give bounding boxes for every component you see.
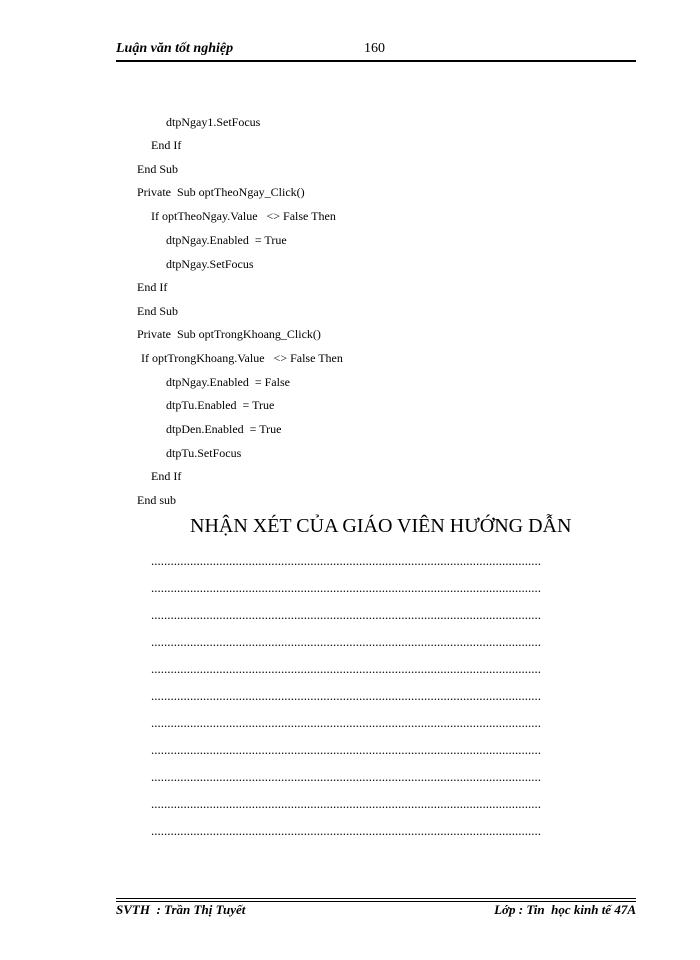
section-heading: NHẬN XÉT CỦA GIÁO VIÊN HƯỚNG DẪN bbox=[190, 515, 572, 537]
dotted-line: ........................................................................................................................ bbox=[151, 661, 541, 676]
dotted-line: ........................................................................................................................ bbox=[151, 769, 541, 784]
code-line: End If bbox=[151, 138, 182, 152]
code-line: dtpNgay.Enabled = True bbox=[166, 233, 287, 247]
code-line: End If bbox=[137, 280, 168, 294]
footer-class: Lớp : Tin học kinh tế 47A bbox=[494, 902, 636, 917]
code-line: End Sub bbox=[137, 304, 179, 318]
dotted-line: ........................................................................................................................ bbox=[151, 715, 541, 730]
code-line: Private Sub optTrongKhoang_Click() bbox=[137, 327, 321, 341]
header-title: Luận văn tốt nghiệp bbox=[116, 41, 234, 56]
code-line: dtpTu.SetFocus bbox=[166, 446, 242, 460]
comment-lines bbox=[151, 551, 621, 848]
code-line: dtpNgay.SetFocus bbox=[166, 257, 254, 271]
page-number: 160 bbox=[364, 41, 385, 56]
code-line: End Sub bbox=[137, 162, 179, 176]
footer-student: SVTH : Trần Thị Tuyết bbox=[116, 902, 246, 917]
page-footer bbox=[116, 902, 636, 922]
dotted-line: ........................................................................................................................ bbox=[151, 580, 541, 595]
code-line: dtpNgay.Enabled = False bbox=[166, 375, 290, 389]
code-line: Private Sub optTheoNgay_Click() bbox=[137, 185, 305, 199]
dotted-line: ........................................................................................................................ bbox=[151, 688, 541, 703]
dotted-line: ........................................................................................................................ bbox=[151, 634, 541, 649]
code-line: End If bbox=[151, 469, 182, 483]
code-line: If optTrongKhoang.Value <> False Then bbox=[141, 351, 343, 365]
dotted-line: ........................................................................................................................ bbox=[151, 607, 541, 622]
code-line: dtpNgay1.SetFocus bbox=[166, 115, 261, 129]
dotted-line: ........................................................................................................................ bbox=[151, 553, 541, 568]
dotted-line: ........................................................................................................................ bbox=[151, 796, 541, 811]
dotted-line: ........................................................................................................................ bbox=[151, 742, 541, 757]
code-line: dtpDen.Enabled = True bbox=[166, 422, 282, 436]
code-line: dtpTu.Enabled = True bbox=[166, 398, 275, 412]
code-line: End sub bbox=[137, 493, 176, 507]
code-line: If optTheoNgay.Value <> False Then bbox=[151, 209, 336, 223]
dotted-line: ........................................................................................................................ bbox=[151, 823, 541, 838]
